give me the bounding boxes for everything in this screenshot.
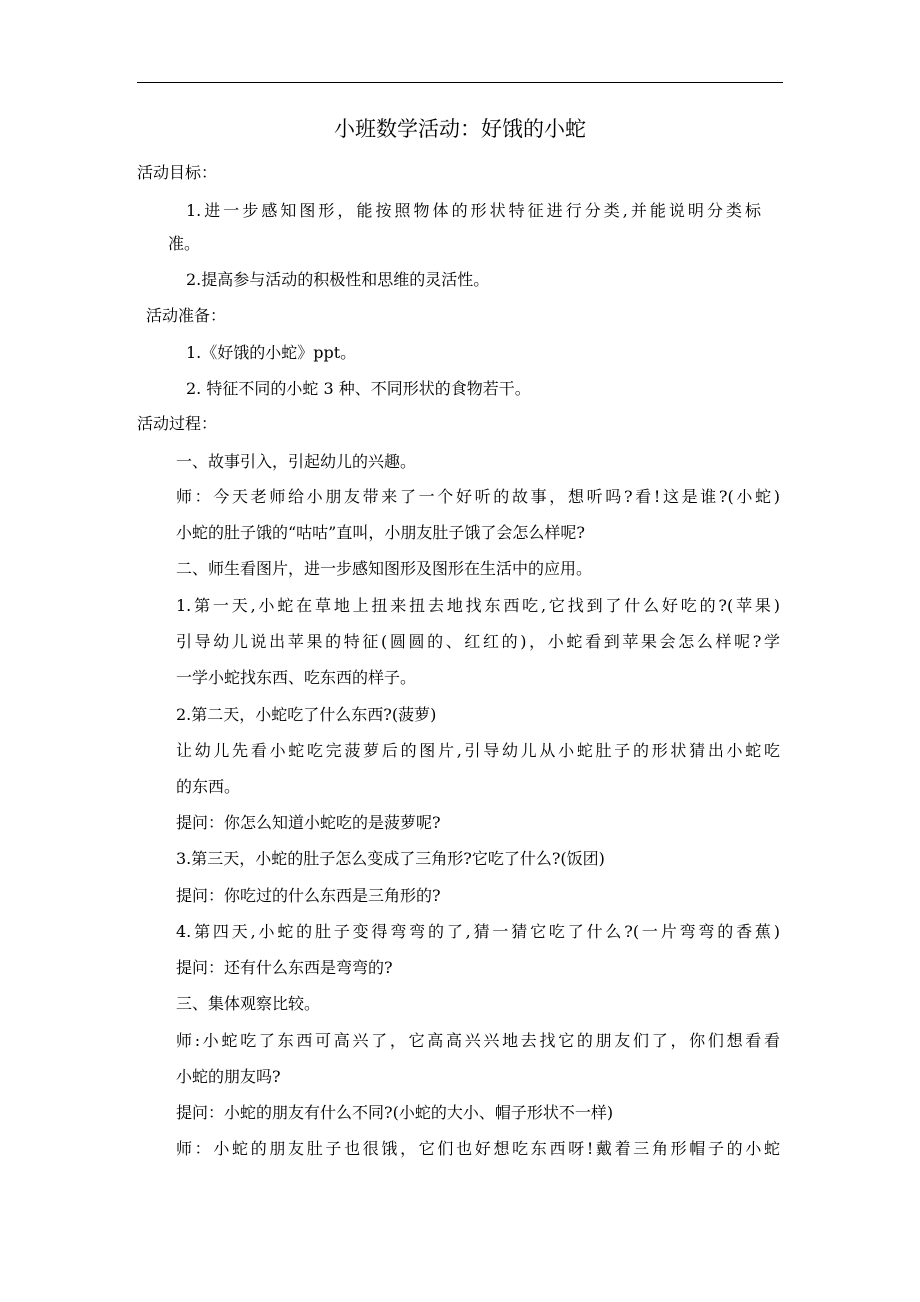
paragraph-line: 师：小蛇的朋友肚子也很饿，它们也好想吃东西呀!戴着三角形帽子的小蛇 xyxy=(176,1139,780,1158)
header-rule xyxy=(137,82,783,83)
paragraph-line: 1.《好饿的小蛇》ppt。 xyxy=(186,343,357,362)
paragraph-line: 引导幼儿说出苹果的特征(圆圆的、红红的)，小蛇看到苹果会怎么样呢?学 xyxy=(176,632,780,651)
section-heading-preparation: 活动准备： xyxy=(146,306,227,325)
paragraph-line: 1.第一天,小蛇在草地上扭来扭去地找东西吃,它找到了什么好吃的?(苹果) xyxy=(176,596,780,615)
paragraph-line: 让幼儿先看小蛇吃完菠萝后的图片,引导幼儿从小蛇肚子的形状猜出小蛇吃 xyxy=(176,741,780,760)
paragraph-line: 师:小蛇吃了东西可高兴了，它高高兴兴地去找它的朋友们了，你们想看看 xyxy=(176,1031,780,1050)
paragraph-line: 一学小蛇找东西、吃东西的样子。 xyxy=(176,668,417,687)
paragraph-line: 4.第四天,小蛇的肚子变得弯弯的了,猜一猜它吃了什么?(一片弯弯的香蕉) xyxy=(176,922,780,941)
paragraph-line: 一、故事引入，引起幼儿的兴趣。 xyxy=(176,452,417,471)
paragraph-line: 准。 xyxy=(168,234,201,253)
paragraph-line: 的东西。 xyxy=(176,777,241,796)
paragraph-line: 2. 特征不同的小蛇 3 种、不同形状的食物若干。 xyxy=(186,379,531,398)
paragraph-line: 小蛇的肚子饿的“咕咕”直叫，小朋友肚子饿了会怎么样呢? xyxy=(176,523,585,542)
paragraph-line: 小蛇的朋友吗? xyxy=(176,1067,281,1086)
section-heading-goals: 活动目标： xyxy=(137,163,218,182)
paragraph-line: 提问：你吃过的什么东西是三角形的? xyxy=(176,886,441,905)
paragraph-line: 提问：你怎么知道小蛇吃的是菠萝呢? xyxy=(176,813,441,832)
paragraph-line: 1.进一步感知图形，能按照物体的形状特征进行分类,并能说明分类标 xyxy=(186,201,761,220)
paragraph-line: 2.提高参与活动的积极性和思维的灵活性。 xyxy=(186,270,490,289)
section-heading-process: 活动过程： xyxy=(137,414,218,433)
paragraph-line: 2.第二天，小蛇吃了什么东西?(菠萝) xyxy=(176,705,437,724)
paragraph-line: 师：今天老师给小朋友带来了一个好听的故事，想听吗?看!这是谁?(小蛇) xyxy=(176,487,780,506)
document-title: 小班数学活动：好饿的小蛇 xyxy=(334,117,586,141)
paragraph-line: 二、师生看图片，进一步感知图形及图形在生活中的应用。 xyxy=(176,559,593,578)
paragraph-line: 提问：小蛇的朋友有什么不同?(小蛇的大小、帽子形状不一样) xyxy=(176,1103,614,1122)
paragraph-line: 三、集体观察比较。 xyxy=(176,994,321,1013)
paragraph-line: 3.第三天，小蛇的肚子怎么变成了三角形?它吃了什么?(饭团) xyxy=(176,849,605,868)
paragraph-line: 提问：还有什么东西是弯弯的? xyxy=(176,958,393,977)
